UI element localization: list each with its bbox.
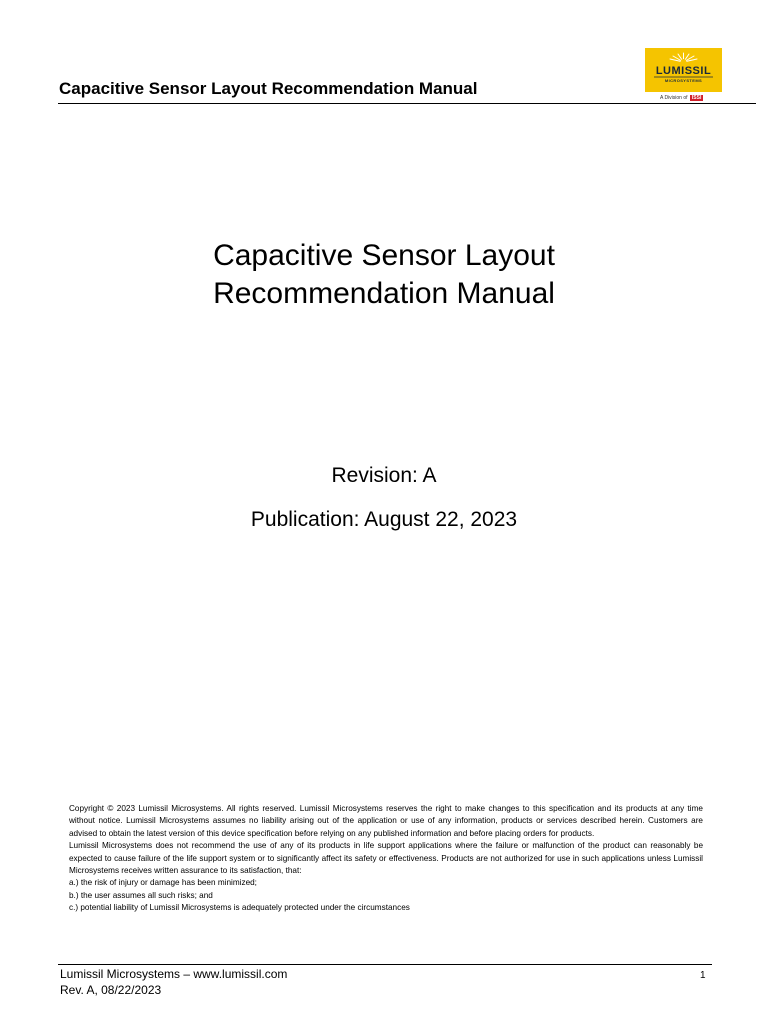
header-title: Capacitive Sensor Layout Recommendation Manual xyxy=(59,79,478,98)
publication-date: Publication: August 22, 2023 xyxy=(250,508,518,531)
life-support-paragraph: Lumissil Microsystems does not recommend the use of any of its products in life support applications where the failure or malfunction of the product can reasonably be expected to cause failure of the life support system or to significantly affect its safety or effectiveness. Products are not authorized for use in such applications unless Lumissil Microsystems receives written assurance to its satisfaction, that: xyxy=(69,841,703,876)
condition-b: b.) the user assumes all such risks; and xyxy=(69,890,213,900)
logo-division-line xyxy=(660,95,720,101)
page-number: 1 xyxy=(700,970,706,981)
document-title xyxy=(0,237,768,313)
logo-subtitle: MICROSYSTEMS xyxy=(664,78,703,83)
footer-divider xyxy=(58,964,712,965)
division-text: A Division of xyxy=(660,95,688,101)
issi-badge: ISSI xyxy=(691,95,702,101)
footer-company: Lumissil Microsystems – www.lumissil.com xyxy=(60,967,288,981)
document-title-line-1: Capacitive Sensor Layout xyxy=(213,239,555,272)
lumissil-logo xyxy=(645,48,722,92)
header-divider xyxy=(58,103,756,104)
condition-a: a.) the risk of injury or damage has been minimized; xyxy=(69,878,257,888)
revision-label: Revision: A xyxy=(331,464,437,487)
logo-wordmark: LUMISSIL xyxy=(655,65,712,77)
copyright-paragraph: Copyright © 2023 Lumissil Microsystems. All rights reserved. Lumissil Microsystems reserves the right to make changes to this specification and its products at any time without notice. Lumissil Microsystems assumes no liability arising out of the application or use of any information, products or services described herein. Customers are advised to obtain the latest version of this device specification before relying on any published information and before placing orders for products. xyxy=(69,804,703,838)
document-title-line-2: Recommendation Manual xyxy=(213,277,555,310)
condition-c: c.) potential liability of Lumissil Microsystems is adequately protected under the circumstances xyxy=(69,903,410,913)
footer-revision: Rev. A, 08/22/2023 xyxy=(60,983,162,997)
legal-notice xyxy=(69,803,703,915)
